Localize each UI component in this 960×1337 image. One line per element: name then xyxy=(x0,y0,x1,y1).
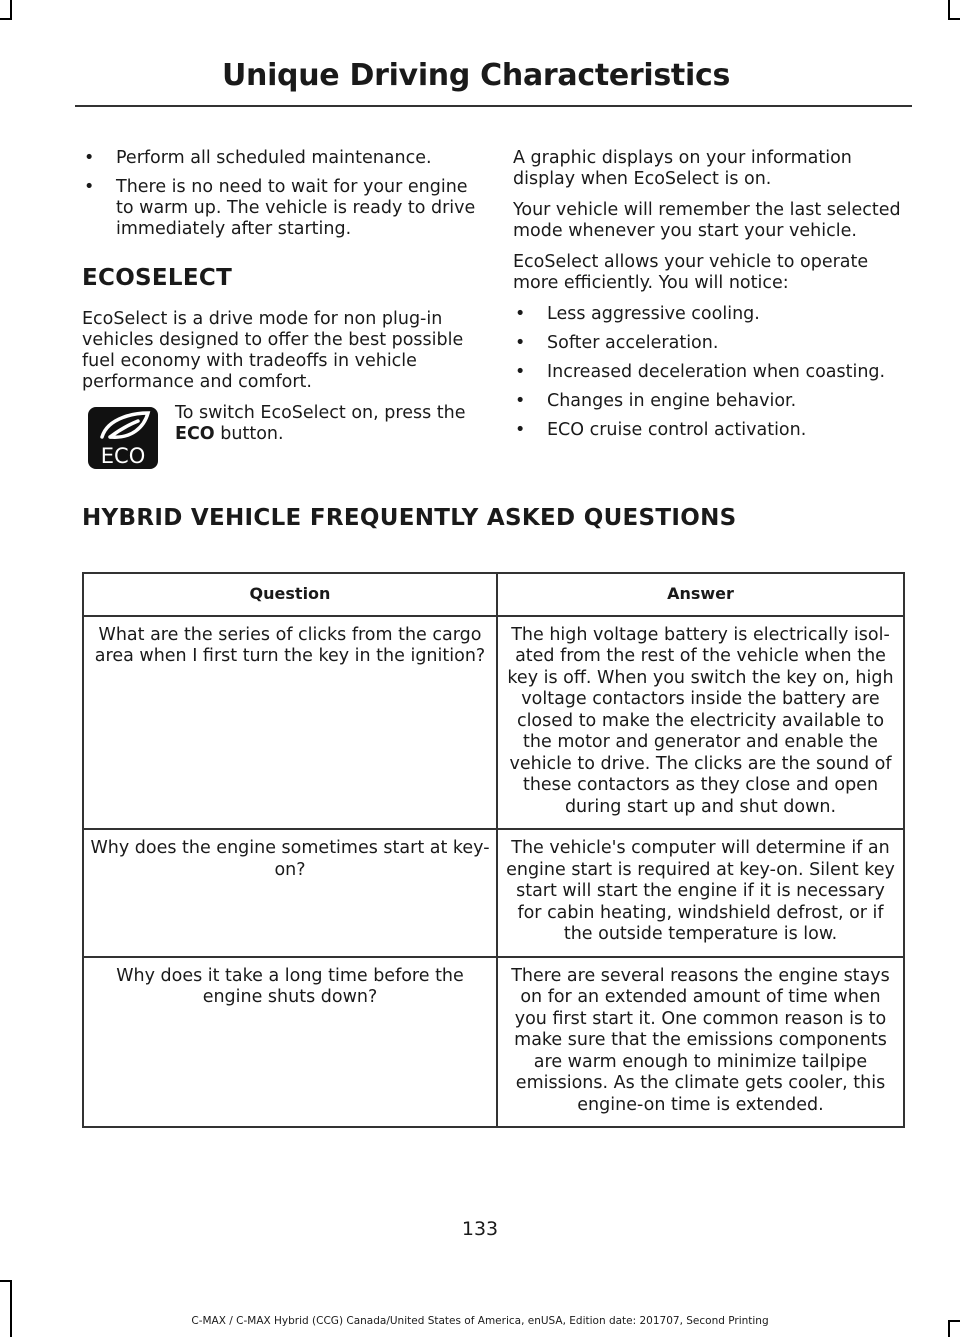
ecoselect-heading: ECOSELECT xyxy=(82,265,233,291)
crop-mark xyxy=(0,1280,12,1282)
eco-text-bold: ECO xyxy=(175,424,215,444)
paragraph: A graphic displays on your information display when EcoSelect is on. xyxy=(513,148,852,189)
page-number: 133 xyxy=(461,1218,499,1240)
question-cell: Why does it take a long time before the engine shuts down? xyxy=(83,957,497,1128)
faq-heading: HYBRID VEHICLE FREQUENTLY ASKED QUESTIONS xyxy=(82,505,737,531)
crop-mark xyxy=(948,18,960,20)
eco-text-pre: To switch EcoSelect on, press the xyxy=(175,403,466,423)
ecoselect-intro: EcoSelect is a drive mode for non plug-in vehicles designed to offer the best possible fuel economy with tradeoffs in vehicle performance and comfort. xyxy=(82,309,464,392)
paragraph: EcoSelect allows your vehicle to operate more efficiently. You will notice: xyxy=(513,252,869,293)
eco-instruction xyxy=(82,403,477,468)
list-item: • ECO cruise control activation. xyxy=(513,420,913,441)
paragraph: Your vehicle will remember the last selected mode whenever you start your vehicle. xyxy=(513,200,901,241)
list-item: • Changes in engine behavior. xyxy=(513,391,913,412)
list-item: • Softer acceleration. xyxy=(513,333,913,354)
answer-cell: The vehicle's computer will determine if an engine start is required at key-on. Silent key start will start the engine if it is necessary for cabin heating, windshield defrost, or if the outside temperature is low. xyxy=(497,829,904,957)
eco-effects-list xyxy=(513,304,913,441)
table-header-row xyxy=(83,573,904,616)
list-item: • Increased deceleration when coasting. xyxy=(513,362,913,383)
eco-instruction-text xyxy=(175,403,477,445)
list-item: • Less aggressive cooling. xyxy=(513,304,913,325)
eco-text-post: button. xyxy=(220,424,284,444)
header-divider xyxy=(75,105,912,107)
question-header: Question xyxy=(83,573,497,616)
footer-text: C-MAX / C-MAX Hybrid (CCG) Canada/United States of America, enUSA, Edition date: 201707, Second Printing xyxy=(191,1315,769,1327)
right-column xyxy=(513,148,913,449)
answer-cell: There are several reasons the engine stays on for an extended amount of time when you first start it. One common reason is to make sure that the emissions components are warm enough to minimize tailpipe emissions. As the climate gets cooler, this engine-on time is extended. xyxy=(497,957,904,1128)
table-row xyxy=(83,957,904,1128)
table-row xyxy=(83,616,904,830)
table-row xyxy=(83,829,904,957)
left-column xyxy=(82,148,477,468)
question-cell: Why does the engine sometimes start at key-on? xyxy=(83,829,497,957)
answer-header: Answer xyxy=(497,573,904,616)
crop-mark xyxy=(948,0,950,20)
faq-table xyxy=(82,572,905,1128)
eco-icon-label: ECO xyxy=(100,444,146,468)
eco-leaf-icon xyxy=(88,407,158,469)
page-title: Unique Driving Characteristics xyxy=(221,58,730,93)
list-item: • There is no need to wait for your engine to warm up. The vehicle is ready to drive immediately after starting. xyxy=(82,177,477,240)
maintenance-list xyxy=(82,148,477,240)
crop-mark xyxy=(10,0,12,20)
list-item: • Perform all scheduled maintenance. xyxy=(82,148,477,169)
crop-mark xyxy=(10,1280,12,1337)
crop-mark xyxy=(0,18,12,20)
answer-cell: The high voltage battery is electrically isol-ated from the rest of the vehicle when the key is off. When you switch the key on, high voltage contactors inside the battery are closed to make the electricity available to the motor and generator and enable the vehicle to drive. The clicks are the sound of these contactors as they close and open during start up and shut down. xyxy=(497,616,904,830)
question-cell: What are the series of clicks from the cargo area when I first turn the key in the ignition? xyxy=(83,616,497,830)
